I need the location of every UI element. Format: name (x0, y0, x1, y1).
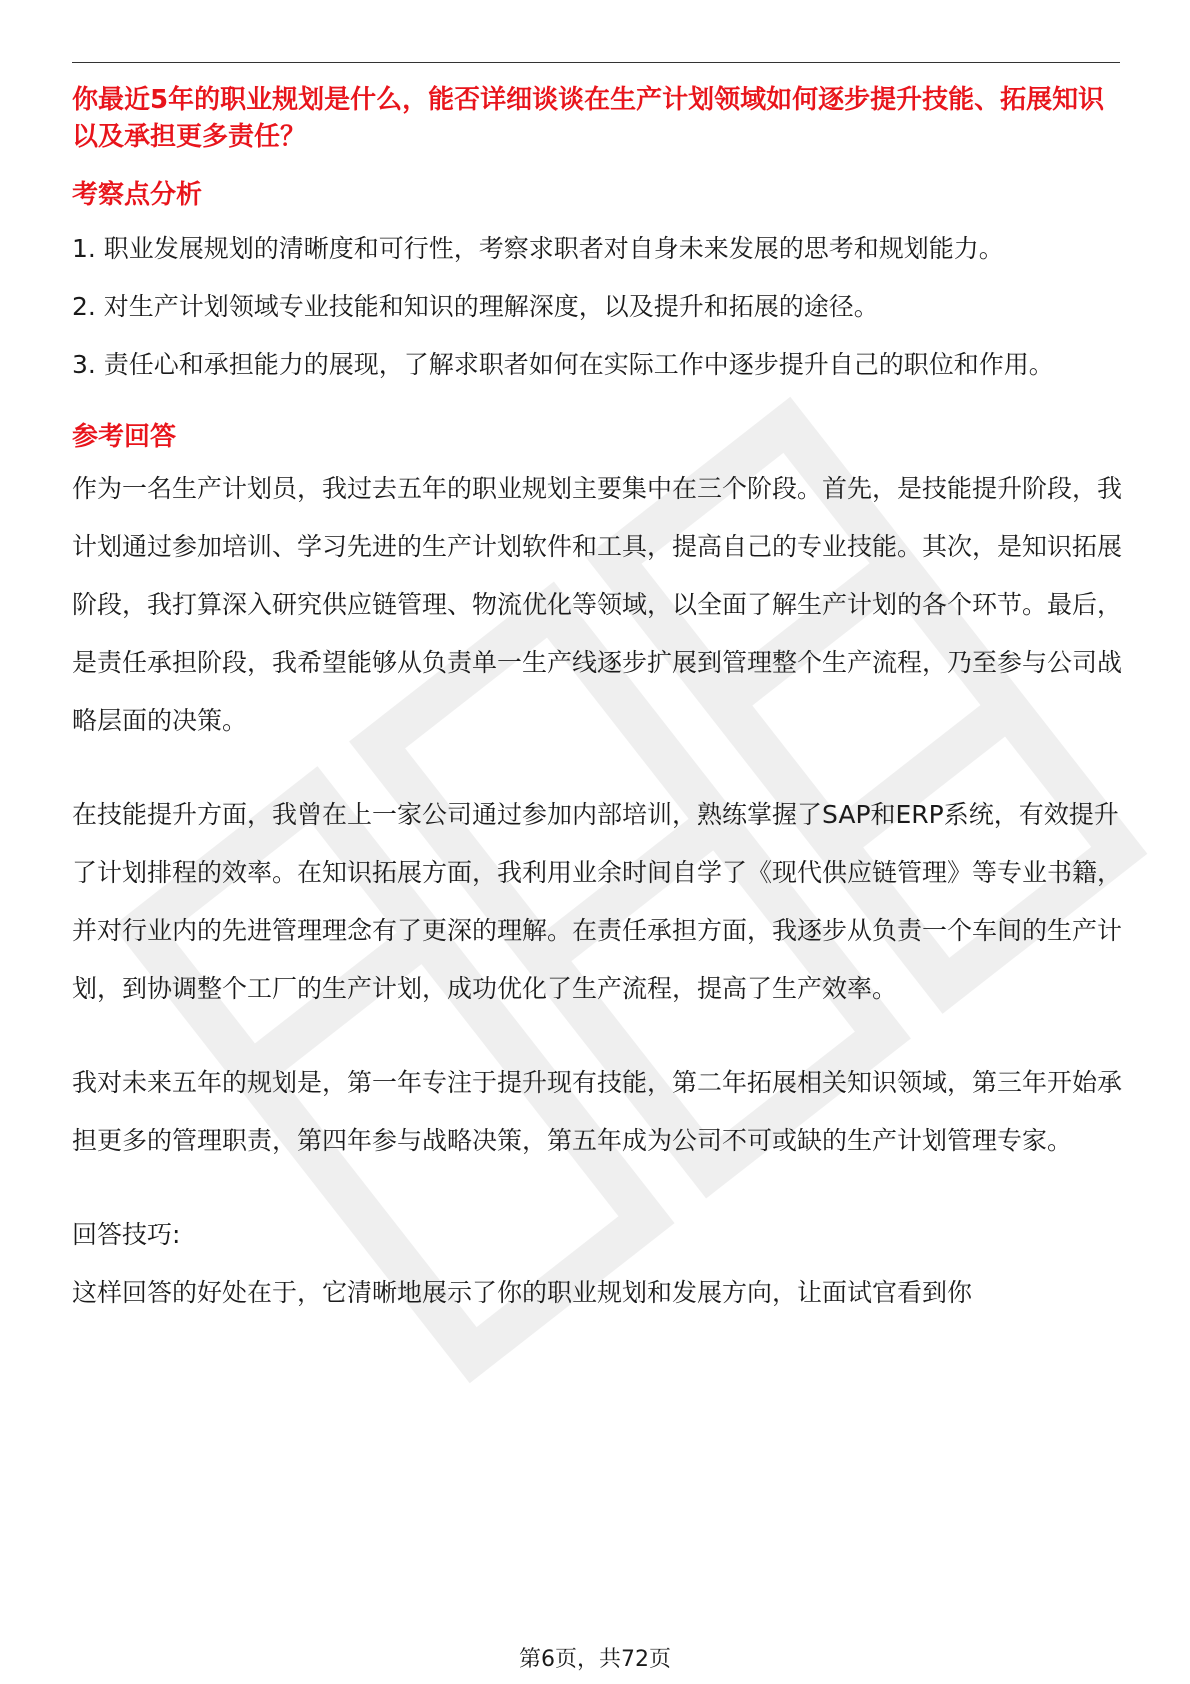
header-rule (72, 62, 1120, 63)
analysis-point: 1. 职业发展规划的清晰度和可行性，考察求职者对自身未来发展的思考和规划能力。 (72, 234, 1004, 263)
analysis-point: 2. 对生产计划领域专业技能和知识的理解深度，以及提升和拓展的途径。 (72, 292, 879, 321)
answer-paragraph: 我对未来五年的规划是，第一年专注于提升现有技能，第二年拓展相关知识领域，第三年开始承担更多的管理职责，第四年参与战略决策，第五年成为公司不可或缺的生产计划管理专家。 (72, 1068, 1123, 1155)
tips-title: 回答技巧: (72, 1220, 181, 1249)
document-body (72, 82, 1122, 1322)
tips-text: 这样回答的好处在于，它清晰地展示了你的职业规划和发展方向，让面试官看到你 (72, 1278, 973, 1307)
answer-paragraph: 在技能提升方面，我曾在上一家公司通过参加内部培训，熟练掌握了SAP和ERP系统，有效提升了计划排程的效率。在知识拓展方面，我利用业余时间自学了《现代供应链管理》等专业书籍，并对行业内的先进管理理念有了更深的理解。在责任承担方面，我逐步从负责一个车间的生产计划，到协调整个工厂的生产计划，成功优化了生产流程，提高了生产效率。 (72, 800, 1123, 1003)
answer-title: 参考回答 (72, 422, 177, 452)
analysis-point: 3. 责任心和承担能力的展现，了解求职者如何在实际工作中逐步提升自己的职位和作用。 (72, 350, 1054, 379)
paragraph-spacer (72, 1018, 1122, 1054)
question-heading: 你最近5年的职业规划是什么，能否详细谈谈在生产计划领域如何逐步提升技能、拓展知识以及承担更多责任？ (72, 85, 1105, 152)
analysis-title: 考察点分析 (72, 180, 203, 210)
page-number: 第6页，共72页 (519, 1647, 671, 1672)
answer-paragraph: 作为一名生产计划员，我过去五年的职业规划主要集中在三个阶段。首先，是技能提升阶段，我计划通过参加培训、学习先进的生产计划软件和工具，提高自己的专业技能。其次，是知识拓展阶段，我打算深入研究供应链管理、物流优化等领域，以全面了解生产计划的各个环节。最后，是责任承担阶段，我希望能够从负责单一生产线逐步扩展到管理整个生产流程，乃至参与公司战略层面的决策。 (72, 474, 1123, 735)
paragraph-spacer (72, 750, 1122, 786)
paragraph-spacer (72, 1170, 1122, 1206)
